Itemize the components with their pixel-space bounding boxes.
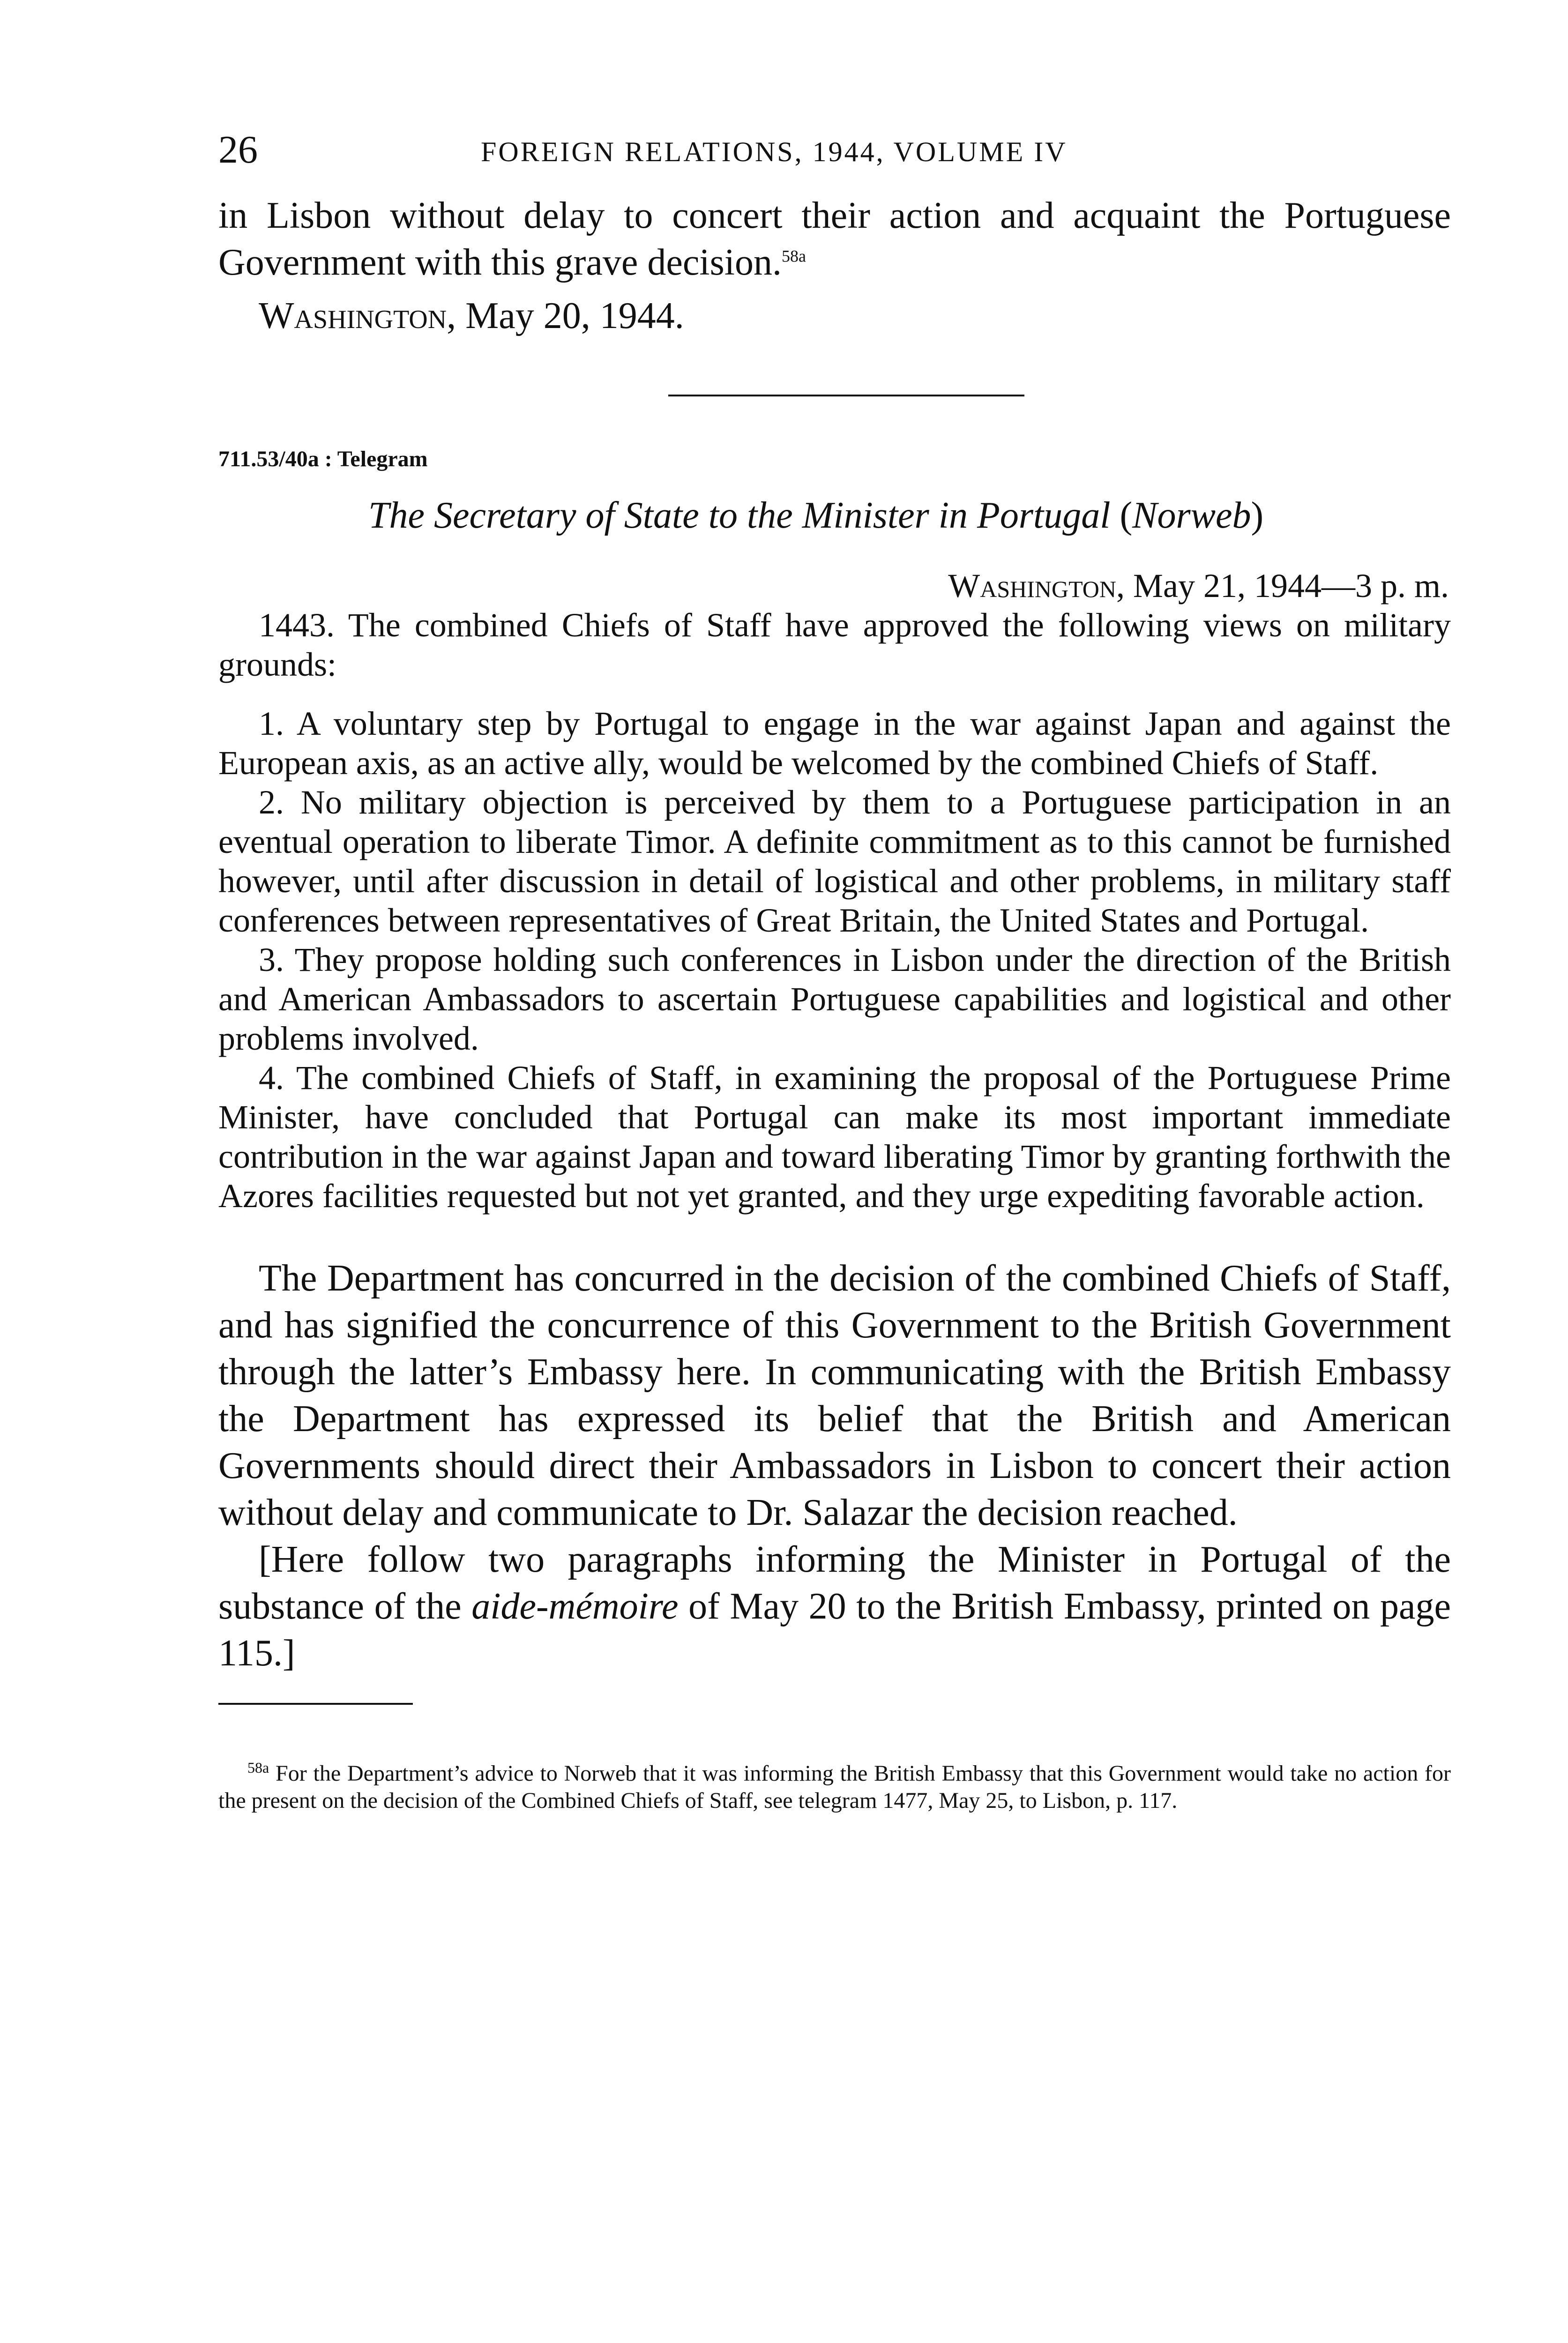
document-title-paren-open: ( [1110, 495, 1133, 536]
telegram-item-2: 2. No military objection is perceived by them to a Portuguese participation in an eventual operation to liberate Timor. A definite commitment as to this cannot be furnished however, until after discussion in detail of logistical and other problems, in military staff conferences between representatives of Great Britain, the United States and Portugal. [218, 783, 1451, 939]
editorial-note-before: [Here follow two paragraphs informing the Minister in Portugal of the substance of the [218, 1539, 1451, 1627]
editorial-note-after: of May 20 to the British Embassy, printed on page 115.] [218, 1586, 1451, 1674]
telegram-item-3: 3. They propose holding such conferences in Lisbon under the direction of the British and American Ambassadors to ascertain Portuguese capabilities and logistical and other problems involved. [218, 941, 1451, 1057]
editorial-note [218, 1536, 1451, 1677]
page-number: 26 [218, 128, 258, 172]
editorial-note-italic: aide-mémoire [471, 1586, 679, 1627]
first-dateline-date: , May 20, 1944. [447, 295, 684, 336]
footnote-reference: 58a [781, 246, 806, 266]
running-title: FOREIGN RELATIONS, 1944, VOLUME IV [481, 136, 1068, 167]
telegram-item-4: 4. The combined Chiefs of Staff, in examining the proposal of the Portuguese Prime Minister, have concluded that Portugal can make its most important immediate contribution in the war against Japan and toward liberating Timor by granting forthwith the Azores facilities requested but not yet granted, and they urge expediting favorable action. [218, 1059, 1451, 1215]
department-paragraph: The Department has concurred in the decision of the combined Chiefs of Staff, and has signified the concurrence of this Government to the British Government through the latter’s Embassy here. In communicating with the British Embassy the Department has expressed its belief that the British and American Governments should direct their Ambassadors in Lisbon to concert their action without delay and communicate to Dr. Salazar the decision reached. [218, 1258, 1451, 1533]
telegram-item-1: 1. A voluntary step by Portugal to engage in the war against Japan and against the European axis, as an active ally, would be welcomed by the combined Chiefs of Staff. [218, 705, 1451, 782]
document-page [218, 127, 1451, 1814]
page-header [218, 127, 1451, 178]
document-title-main: The Secretary of State to the Minister in Portugal [368, 495, 1111, 536]
first-dateline-city: Washington [259, 295, 447, 336]
telegram-intro: 1443. The combined Chiefs of Staff have approved the following views on military grounds: [218, 606, 1451, 683]
file-reference: 711.53/40a : Telegram [218, 447, 428, 471]
telegram-dateline [218, 566, 1451, 605]
continuation-text: in Lisbon without delay to concert their action and acquaint the Portuguese Government with this grave decision. [218, 195, 1451, 283]
section-divider [668, 395, 1024, 396]
footnote-marker: 58a [247, 1759, 269, 1776]
continuation-paragraph [218, 192, 1451, 286]
footnote-text: For the Department’s advice to Norweb that it was informing the British Embassy that this Government would take no action for the present on the decision of the Combined Chiefs of Staff, see telegram 1477, May 25, to Lisbon, p. 117. [218, 1761, 1451, 1813]
document-title [218, 492, 1451, 539]
footnote-divider [218, 1703, 413, 1705]
first-dateline [218, 292, 1451, 339]
telegram-dateline-date: , May 21, 1944—3 p. m. [1116, 567, 1449, 604]
document-title-name: Norweb [1132, 495, 1251, 536]
telegram-dateline-city: Washington [948, 567, 1117, 604]
footnote [218, 1760, 1451, 1814]
document-title-paren-close: ) [1251, 495, 1264, 536]
